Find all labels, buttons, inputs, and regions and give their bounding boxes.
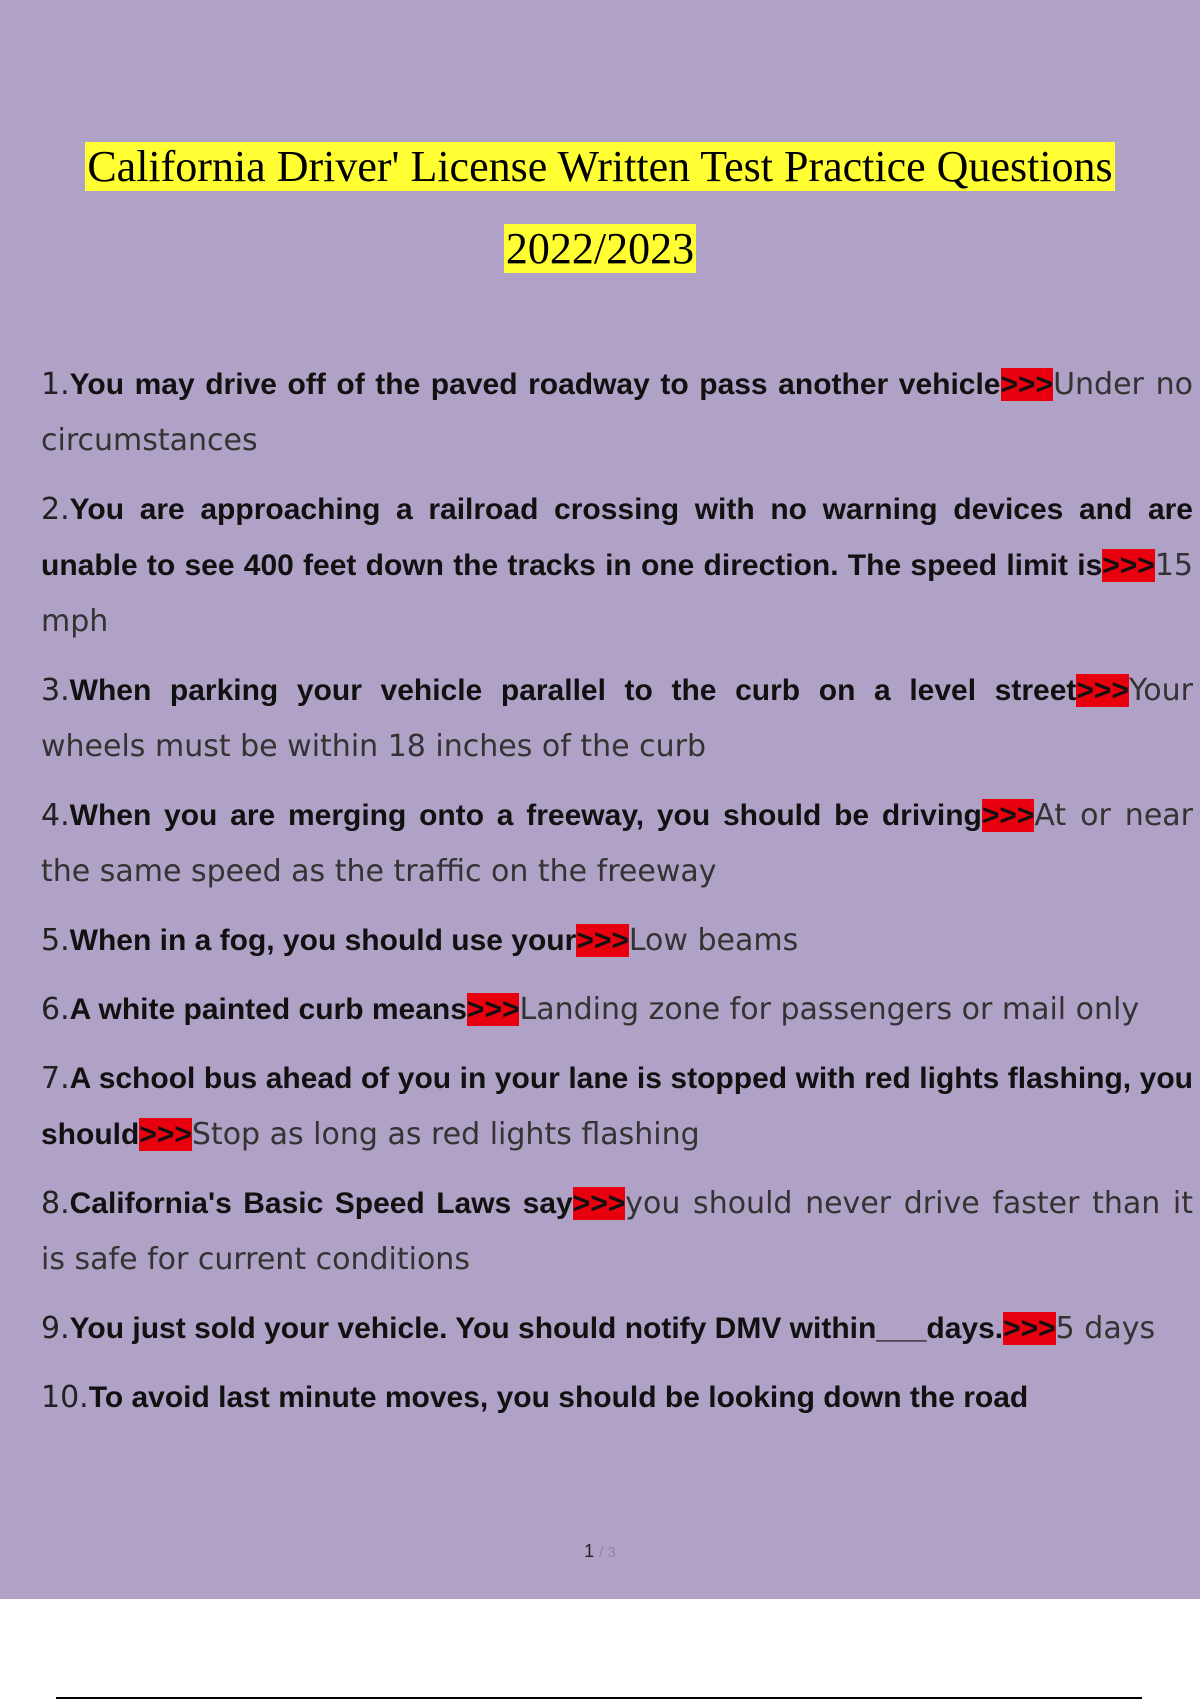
page-indicator bbox=[0, 1541, 1200, 1562]
answer-text: 15 mph bbox=[41, 548, 1193, 639]
question-item: 5.When in a fog, you should use your>>>Low beams bbox=[41, 923, 799, 958]
question-item: 2.You are approaching a railroad crossing with no warning devices and are unable to see 400 feet down the tracks in one direction. The speed limit is>>>15 mph bbox=[41, 492, 1193, 639]
answer-separator: >>> bbox=[466, 993, 520, 1026]
answer-separator: >>> bbox=[1076, 674, 1129, 707]
question-item: 9.You just sold your vehicle. You should notify DMV within___days.>>>5 days bbox=[41, 1311, 1156, 1346]
question-item: 3.When parking your vehicle parallel to the curb on a level street>>>Your wheels must be within 18 inches of the curb bbox=[41, 673, 1193, 764]
question-item: 8.California's Basic Speed Laws say>>>you should never drive faster than it is safe for current conditions bbox=[41, 1186, 1193, 1277]
answer-text: Your wheels must be within 18 inches of the curb bbox=[41, 673, 1193, 764]
answer-separator: >>> bbox=[981, 799, 1035, 832]
document-title bbox=[0, 126, 1200, 290]
question-item: 6.A white painted curb means>>>Landing zone for passengers or mail only bbox=[41, 992, 1140, 1027]
answer-text: Under no circumstances bbox=[41, 367, 1194, 458]
answer-separator: >>> bbox=[1003, 1312, 1056, 1345]
question-item: 7.A school bus ahead of you in your lane is stopped with red lights flashing, you should>>>Stop as long as red lights flashing bbox=[41, 1061, 1193, 1152]
question-item: 4.When you are merging onto a freeway, you should be driving>>>At or near the same speed as the traffic on the freeway bbox=[41, 798, 1193, 889]
answer-separator: >>> bbox=[139, 1118, 192, 1151]
question-list bbox=[41, 357, 1193, 1439]
answer-separator: >>> bbox=[572, 1187, 626, 1220]
page-current: 1 bbox=[584, 1541, 595, 1561]
answer-text: At or near the same speed as the traffic on the freeway bbox=[41, 798, 1193, 889]
answer-separator: >>> bbox=[1102, 549, 1155, 582]
answer-separator: >>> bbox=[1000, 368, 1054, 401]
answer-text: Landing zone for passengers or mail only bbox=[519, 992, 1140, 1027]
footer-divider bbox=[56, 1697, 1142, 1699]
answer-text: Low beams bbox=[628, 923, 799, 958]
title-line-1: California Driver' License Written Test Practice Questions bbox=[87, 142, 1113, 191]
title-line-2: 2022/2023 bbox=[505, 224, 695, 273]
page-total: / 3 bbox=[599, 1544, 616, 1561]
answer-text: 5 days bbox=[1055, 1311, 1156, 1346]
answer-text: you should never drive faster than it is safe for current conditions bbox=[41, 1186, 1193, 1277]
question-item: 1.You may drive off of the paved roadway to pass another vehicle>>>Under no circumstances bbox=[41, 367, 1194, 458]
question-item: 10.To avoid last minute moves, you should be looking down the road bbox=[41, 1380, 1029, 1415]
answer-text: Stop as long as red lights flashing bbox=[191, 1117, 700, 1152]
answer-separator: >>> bbox=[576, 924, 629, 957]
